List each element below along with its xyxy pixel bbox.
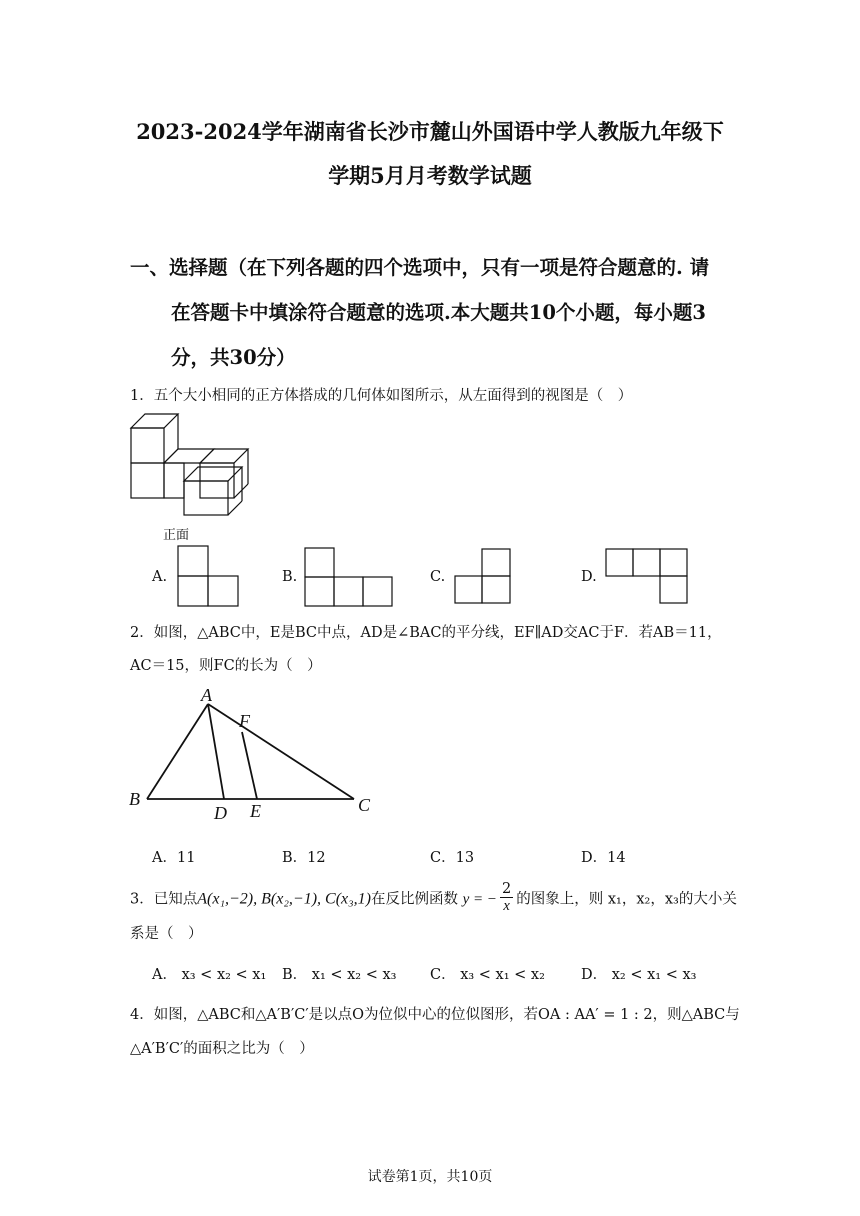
question-2-line-1 xyxy=(130,621,722,642)
q1-figure-label: 正面 xyxy=(163,528,190,543)
q3-option-b: B． x₁ < x₂ < x₃ xyxy=(282,967,397,983)
q1-option-a-figure xyxy=(177,545,241,609)
q1-option-b-label: B. xyxy=(282,569,298,585)
q2-label-b: B xyxy=(129,789,140,809)
question-1-text: 五个大小相同的正方体搭成的几何体如图所示，从左面得到的视图是（ ） xyxy=(153,388,633,404)
q1-option-b-figure xyxy=(304,547,394,609)
q2-option-c: C．13 xyxy=(430,850,475,866)
q2-label-d: D xyxy=(214,803,227,823)
question-3-pre: 已知点 xyxy=(153,891,198,908)
section-header-line-2: 在答题卡中填涂符合题意的选项.本大题共10个小题，每小题3 xyxy=(171,301,706,324)
question-3-number: 3． xyxy=(130,891,154,908)
question-1 xyxy=(130,384,632,405)
question-4-number: 4． xyxy=(130,1007,154,1023)
page-footer: 试卷第1页，共10页 xyxy=(367,1169,493,1185)
q2-option-b: B．12 xyxy=(282,850,326,866)
q2-label-c: C xyxy=(358,795,371,815)
question-3-func-num: 2 xyxy=(502,881,512,897)
question-4-line-1 xyxy=(130,1003,740,1024)
section-header-line-3: 分，共30分） xyxy=(171,346,296,369)
question-3-line-2: 系是（ ） xyxy=(130,926,203,942)
q1-option-a-label: A. xyxy=(152,569,168,585)
q1-cube-figure xyxy=(128,411,278,516)
question-3-mid: 在反比例函数 xyxy=(371,891,459,908)
question-3-func-lhs: y = − xyxy=(462,891,498,908)
q3-option-d: D． x₂ < x₁ < x₃ xyxy=(581,967,697,983)
q2-label-e: E xyxy=(250,801,261,821)
question-3-func-den: x xyxy=(503,898,510,914)
question-3-points: A(x₁,−2), B(x₂,−1), C(x₃,1) xyxy=(197,890,372,908)
q2-label-f: F xyxy=(239,711,250,731)
question-3-fraction xyxy=(500,881,513,914)
question-2-text: 如图，△ABC中，E是BC中点，AD是∠BAC的平分线，EF∥AD交AC于F．若AB＝11， xyxy=(153,625,722,641)
q1-option-c-label: C. xyxy=(430,569,446,585)
title-line-2: 学期5月月考数学试题 xyxy=(328,163,532,188)
q2-label-a: A xyxy=(201,685,212,705)
question-3-post: 的图象上，则 x₁，x₂，x₃的大小关 xyxy=(516,891,737,908)
q2-option-a: A．11 xyxy=(152,850,196,866)
question-4-line-2: △A′B′C′的面积之比为（ ） xyxy=(130,1041,314,1057)
title-line-1: 2023-2024学年湖南省长沙市麓山外国语中学人教版九年级下 xyxy=(136,119,724,144)
question-4-text: 如图，△ABC和△A′B′C′是以点O为位似中心的位似图形，若OA : AA′ = 1 : 2，则△ABC与 xyxy=(153,1007,740,1023)
q1-option-d-figure xyxy=(605,548,689,606)
question-2-number: 2． xyxy=(130,625,154,641)
section-header-line-1: 一、选择题（在下列各题的四个选项中，只有一项是符合题意的. 请 xyxy=(130,256,710,279)
q1-option-c-figure xyxy=(454,548,514,608)
question-2-line-2: AC＝15，则FC的长为（ ） xyxy=(130,658,322,674)
q3-option-a: A． x₃ < x₂ < x₁ xyxy=(152,967,267,983)
question-3-line-1 xyxy=(130,883,737,916)
q3-option-c: C． x₃ < x₁ < x₂ xyxy=(430,967,545,983)
q2-option-d: D．14 xyxy=(581,850,626,866)
question-1-number: 1． xyxy=(130,388,154,404)
q1-option-d-label: D. xyxy=(581,569,597,585)
q2-triangle-figure xyxy=(126,685,386,830)
